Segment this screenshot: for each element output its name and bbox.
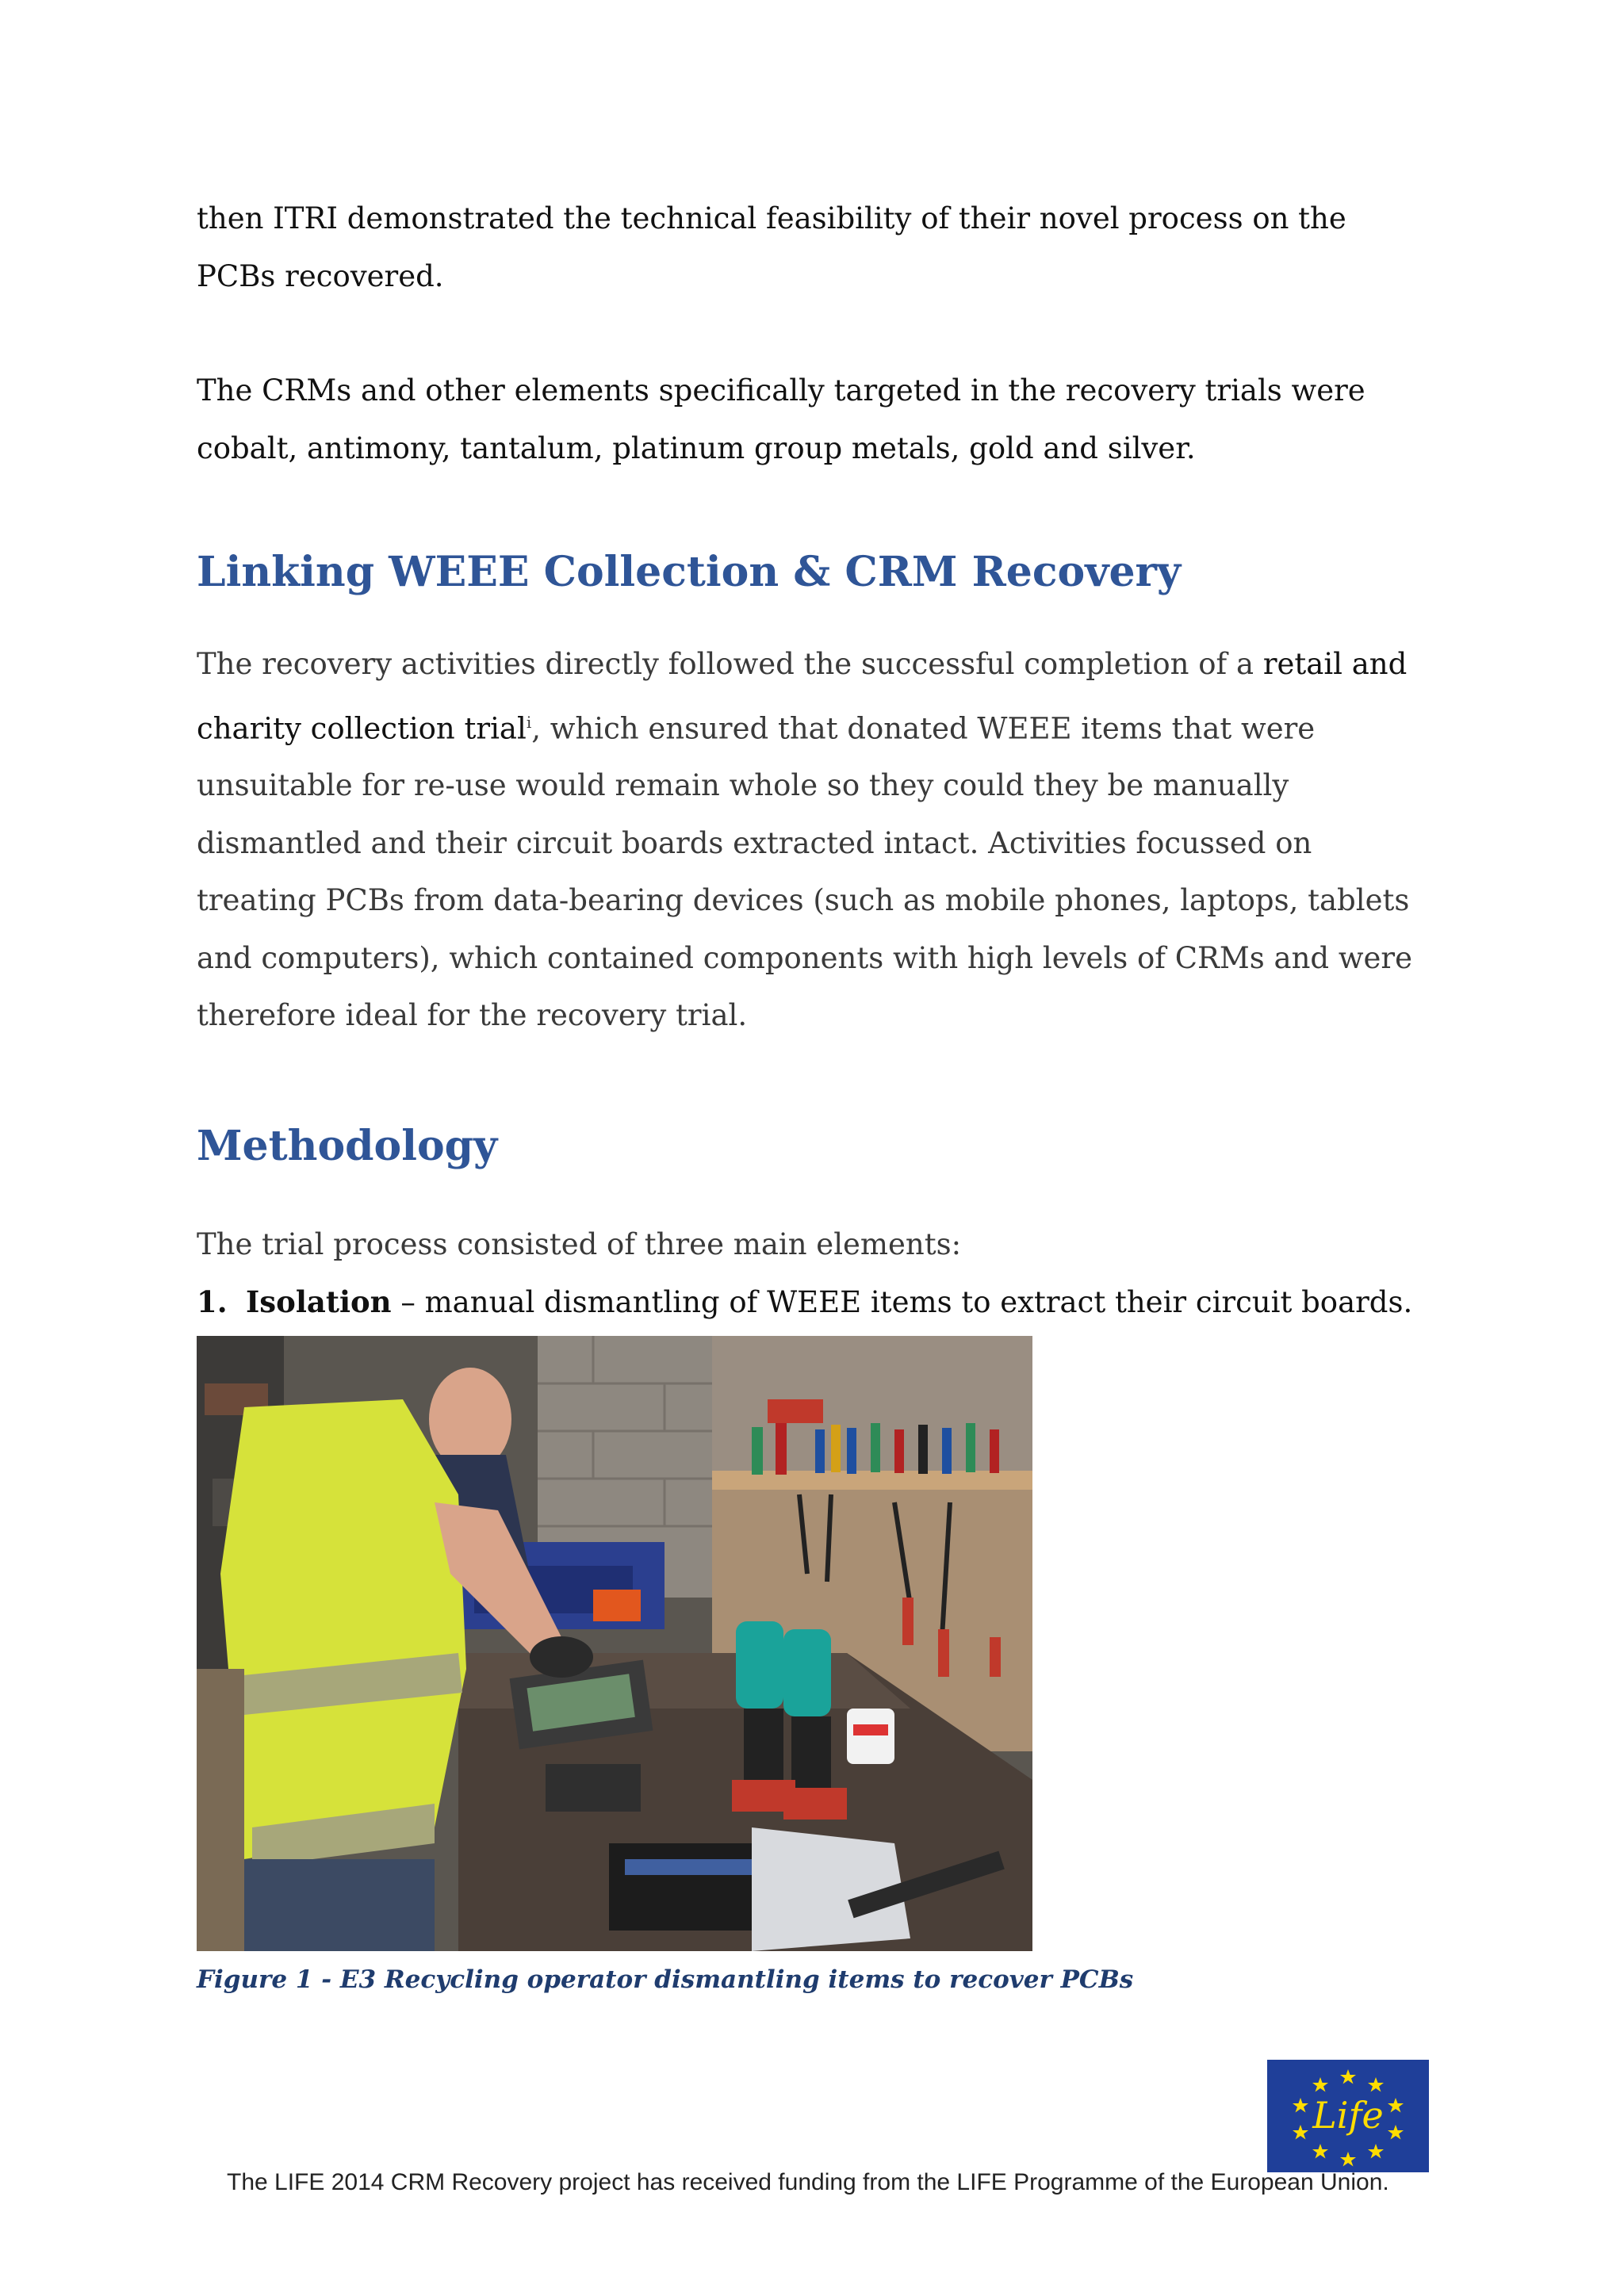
figure-caption: Figure 1 - E3 Recycling operator dismantling items to recover PCBs xyxy=(197,1965,1134,1995)
endnote-marker[interactable]: i xyxy=(526,712,532,732)
list-item-number: 1. xyxy=(197,1284,228,1320)
figure-photo xyxy=(197,1336,1032,1951)
list-item xyxy=(197,1273,1434,1331)
recovery-paragraph xyxy=(197,636,1434,1045)
collection-trial-link[interactable]: retail and charity collection trial xyxy=(197,647,1408,745)
section-heading-methodology: Methodology xyxy=(197,1121,498,1170)
methodology-intro: The trial process consisted of three main elements: xyxy=(197,1226,962,1261)
recovery-text-before: The recovery activities directly followed the successful completion of a xyxy=(197,647,1263,681)
life-logo-text: Life xyxy=(1312,2094,1384,2137)
list-item-term: Isolation xyxy=(246,1284,392,1320)
targeted-elements-paragraph: The CRMs and other elements specifically targeted in the recovery trials were cobalt, antimony, tantalum, platinum group metals, gold and silver. xyxy=(197,373,1365,465)
section-heading-linking: Linking WEEE Collection & CRM Recovery xyxy=(197,548,1182,596)
intro-paragraph: then ITRI demonstrated the technical feasibility of their novel process on the PCBs recovered. xyxy=(197,201,1346,293)
recovery-text-after: , which ensured that donated WEEE items that were unsuitable for re-use would remain whole so they could they be manually dismantled and their circuit boards extracted intact. Activities focussed on treating PCBs from data-bearing devices (such as mobile phones, laptops, tablets and computers), which contained components with high levels of CRMs and were therefore ideal for the recovery trial. xyxy=(197,710,1412,1033)
page-content xyxy=(197,190,1434,1997)
life-programme-logo xyxy=(1267,2060,1429,2172)
list-item-text: – manual dismantling of WEEE items to extract their circuit boards. xyxy=(391,1285,1413,1320)
funding-note: The LIFE 2014 CRM Recovery project has received funding from the LIFE Programme of the European Union. xyxy=(227,2169,1389,2195)
